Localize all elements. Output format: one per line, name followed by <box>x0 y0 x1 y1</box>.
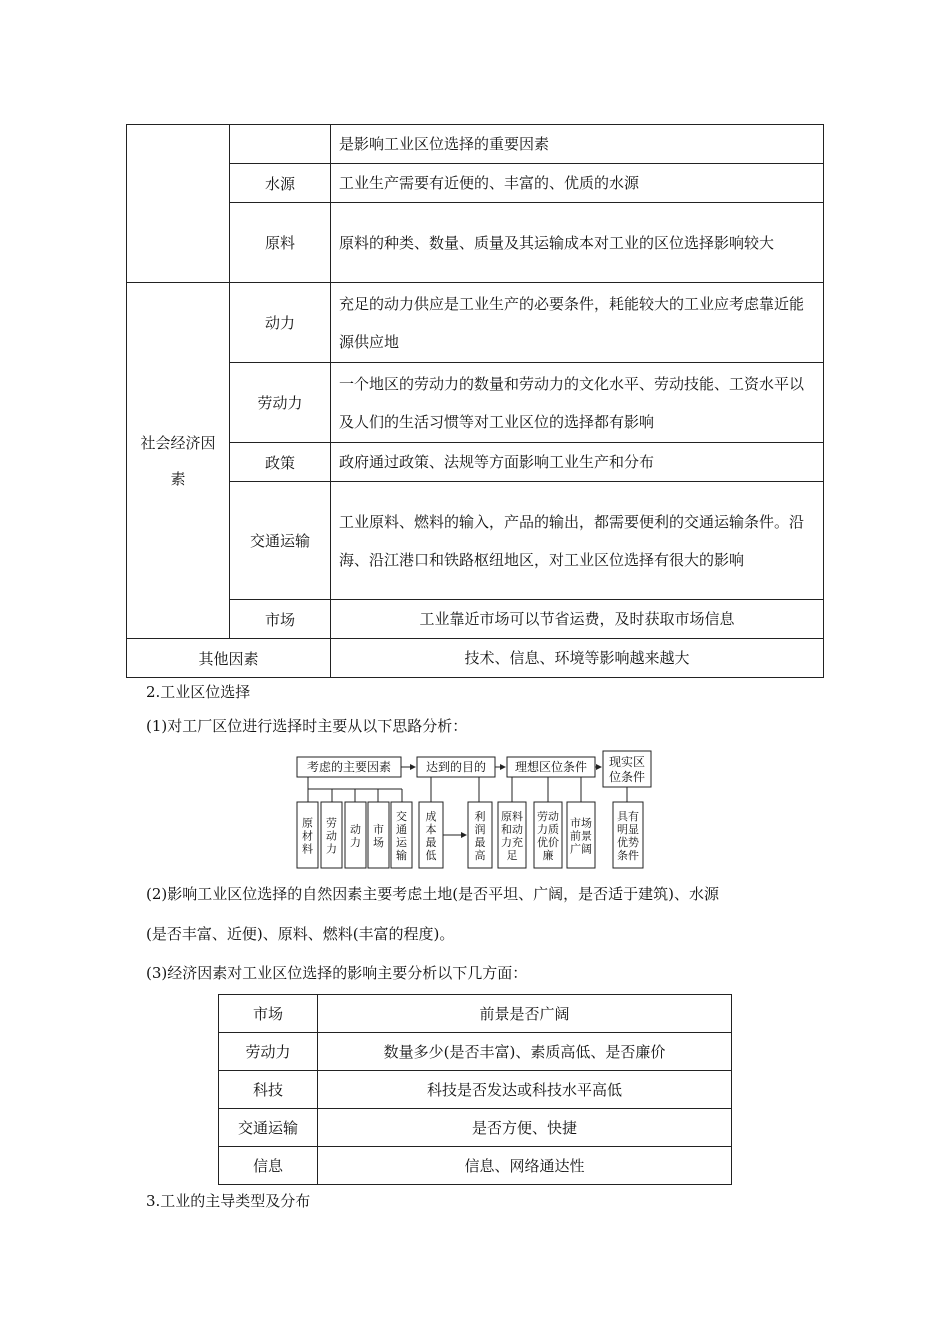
table-row <box>219 1109 732 1147</box>
econ-value: 前景是否广阔 <box>318 995 732 1033</box>
factor-desc: 充足的动力供应是工业生产的必要条件，耗能较大的工业应考虑靠近能源供应地 <box>331 283 824 363</box>
econ-value: 科技是否发达或科技水平高低 <box>318 1071 732 1109</box>
factor-desc: 原料的种类、数量、质量及其运输成本对工业的区位选择影响较大 <box>331 203 824 283</box>
factor-label: 动力 <box>230 283 331 363</box>
diagram-sub-raw: 原材料 <box>302 816 313 856</box>
paragraph: (2)影响工业区位选择的自然因素主要考虑土地(是否平坦、广阔，是否适于建筑)、水源 <box>146 885 719 903</box>
diagram-cond-market: 市场前景广阔 <box>570 816 592 856</box>
factor-desc: 工业靠近市场可以节省运费，及时获取市场信息 <box>331 600 824 639</box>
diagram-box-ideal: 理想区位条件 <box>514 760 588 774</box>
diagram-goal-cost: 成本最低 <box>425 810 437 862</box>
factor-label: 政策 <box>230 443 331 482</box>
diagram-box-goal: 达到的目的 <box>425 760 487 774</box>
table-row <box>219 1071 732 1109</box>
factor-desc: 政府通过政策、法规等方面影响工业生产和分布 <box>331 443 824 482</box>
diagram-sub-transport: 交通运输 <box>396 810 407 862</box>
economic-factors-table <box>218 994 732 1185</box>
factor-desc: 一个地区的劳动力的数量和劳动力的文化水平、劳动技能、工资水平以及人们的生活习惯等对工业区位的选择都有影响 <box>331 363 824 443</box>
diagram-cond-raw: 原料和动力充足 <box>501 810 523 862</box>
econ-key: 信息 <box>219 1147 318 1185</box>
factor-label: 原料 <box>230 203 331 283</box>
econ-value: 是否方便、快捷 <box>318 1109 732 1147</box>
table-row <box>219 995 732 1033</box>
diagram-box-factors: 考虑的主要因素 <box>306 760 392 774</box>
factor-label: 其他因素 <box>127 639 331 678</box>
econ-value: 信息、网络通达性 <box>318 1147 732 1185</box>
location-flow-diagram <box>290 748 660 872</box>
group-cell-natural <box>127 125 230 283</box>
factor-desc: 工业原料、燃料的输入，产品的输出，都需要便利的交通运输条件。沿海、沿江港口和铁路枢纽地区，对工业区位选择有很大的影响 <box>331 482 824 600</box>
econ-key: 市场 <box>219 995 318 1033</box>
diagram-box-real-line1: 现实区 <box>608 755 646 769</box>
econ-value: 数量多少(是否丰富)、素质高低、是否廉价 <box>318 1033 732 1071</box>
factor-label: 交通运输 <box>230 482 331 600</box>
factor-label: 劳动力 <box>230 363 331 443</box>
factor-desc: 工业生产需要有近便的、丰富的、优质的水源 <box>331 164 824 203</box>
factor-desc: 技术、信息、环境等影响越来越大 <box>331 639 824 678</box>
econ-key: 科技 <box>219 1071 318 1109</box>
paragraph: (是否丰富、近便)、原料、燃料(丰富的程度)。 <box>146 925 455 943</box>
diagram-cond-labor: 劳动力质优价廉 <box>537 810 559 862</box>
diagram-goal-profit: 利润最高 <box>474 810 486 862</box>
diagram-sub-labor: 劳动力 <box>326 816 337 856</box>
paragraph: (1)对工厂区位进行选择时主要从以下思路分析： <box>146 717 468 735</box>
factor-cell-empty <box>230 125 331 164</box>
econ-key: 交通运输 <box>219 1109 318 1147</box>
econ-key: 劳动力 <box>219 1033 318 1071</box>
paragraph: (3)经济因素对工业区位选择的影响主要分析以下几方面： <box>146 964 528 982</box>
section-heading: 3.工业的主导类型及分布 <box>146 1192 311 1210</box>
factor-label: 市场 <box>230 600 331 639</box>
diagram-sub-power: 动力 <box>350 823 361 849</box>
factor-desc: 是影响工业区位选择的重要因素 <box>331 125 824 164</box>
section-heading: 2.工业区位选择 <box>146 683 251 701</box>
diagram-real-advantage: 具有明显优势条件 <box>617 810 639 862</box>
factor-label: 水源 <box>230 164 331 203</box>
table-row <box>219 1033 732 1071</box>
factor-table <box>126 124 824 678</box>
table-row <box>219 1147 732 1185</box>
group-cell-social: 社会经济因素 <box>127 283 230 639</box>
diagram-sub-market: 市场 <box>373 823 384 849</box>
diagram-box-real-line2: 位条件 <box>608 770 646 784</box>
